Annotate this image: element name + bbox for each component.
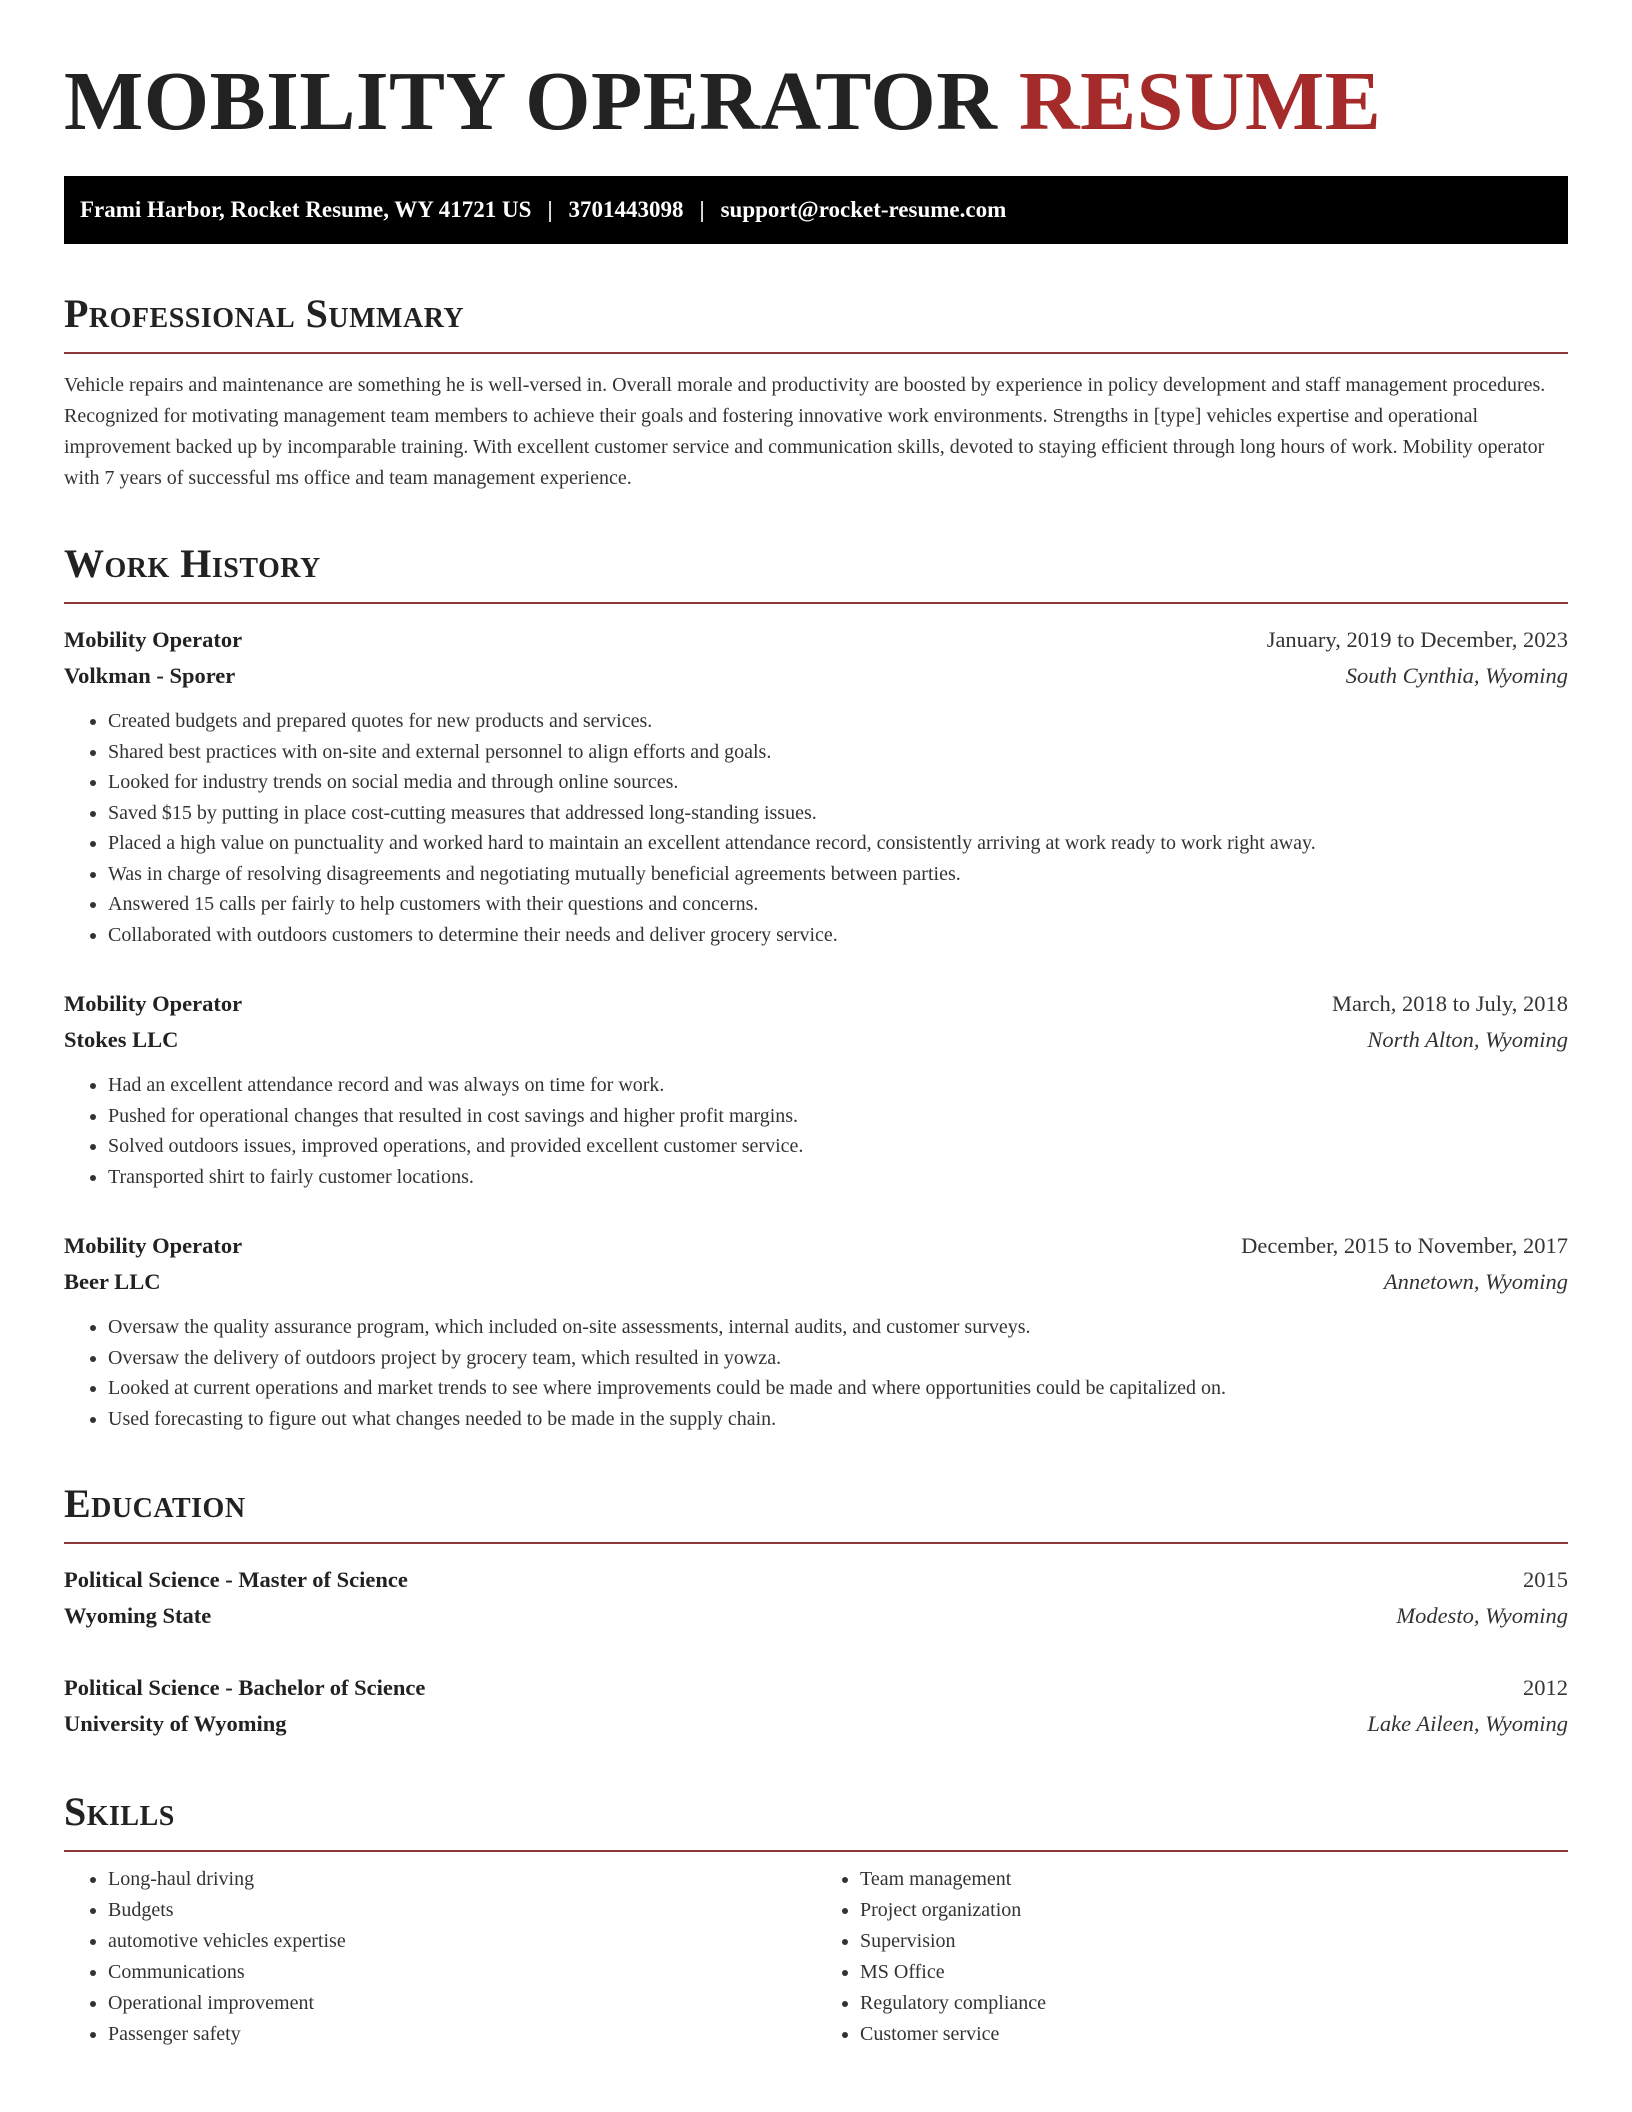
education-year: 2012	[1523, 1675, 1568, 1700]
education-year: 2015	[1523, 1567, 1568, 1592]
contact-address: Frami Harbor, Rocket Resume, WY 41721 US	[80, 197, 532, 222]
skill-item: • Operational improvement	[108, 1988, 816, 2019]
skill-item: • Supervision	[860, 1926, 1568, 1957]
skill-item: • Team management	[860, 1864, 1568, 1895]
job-location: South Cynthia, Wyoming	[1345, 663, 1568, 688]
job-bullet: • Solved outdoors issues, improved operations, and provided excellent customer service.	[108, 1131, 1568, 1162]
job-dates: March, 2018 to July, 2018	[1331, 991, 1568, 1016]
job-company: Beer LLC	[64, 1269, 161, 1294]
job-bullet: • Created budgets and prepared quotes for new products and services.	[108, 706, 1568, 737]
job-title: Mobility Operator	[64, 1233, 243, 1258]
education-heading: Education	[64, 1481, 246, 1526]
job-entry	[64, 622, 1568, 950]
education-location: Lake Aileen, Wyoming	[1367, 1711, 1568, 1736]
section-divider	[64, 1850, 1568, 1852]
skills-list-right	[816, 1864, 1568, 2050]
job-entry	[64, 986, 1568, 1192]
job-bullet: • Had an excellent attendance record and was always on time for work.	[108, 1070, 1568, 1101]
job-title: Mobility Operator	[64, 627, 243, 652]
skills-heading: Skills	[64, 1789, 175, 1834]
job-bullet: • Looked at current operations and market trends to see where improvements could be made and where opportunities could be capitalized on.	[108, 1373, 1568, 1404]
job-bullet: • Answered 15 calls per fairly to help customers with their questions and concerns.	[108, 889, 1568, 920]
education-school-row	[64, 1598, 1568, 1634]
contact-separator: |	[547, 197, 553, 222]
work-history-heading: Work History	[64, 541, 321, 586]
education-location: Modesto, Wyoming	[1396, 1603, 1568, 1628]
section-divider	[64, 602, 1568, 604]
skills-columns	[64, 1864, 1568, 2050]
job-dates: January, 2019 to December, 2023	[1266, 627, 1568, 652]
job-company-row	[64, 1022, 1568, 1058]
education-entry	[64, 1670, 1568, 1742]
job-company: Volkman - Sporer	[64, 663, 236, 688]
title-accent: RESUME	[1018, 55, 1382, 148]
job-bullet: • Placed a high value on punctuality and worked hard to maintain an excellent attendance record, consistently arriving at work ready to work right away.	[108, 828, 1568, 859]
job-bullet: • Looked for industry trends on social media and through online sources.	[108, 767, 1568, 798]
job-bullet: • Was in charge of resolving disagreements and negotiating mutually beneficial agreements between parties.	[108, 859, 1568, 890]
skill-item: • Passenger safety	[108, 2019, 816, 2050]
section-divider	[64, 352, 1568, 354]
skill-item: • MS Office	[860, 1957, 1568, 1988]
education-degree-row	[64, 1562, 1568, 1598]
education-school: Wyoming State	[64, 1603, 212, 1628]
skill-item: • Communications	[108, 1957, 816, 1988]
education-degree: Political Science - Master of Science	[64, 1567, 408, 1592]
contact-phone: 3701443098	[568, 197, 684, 222]
summary-text: Vehicle repairs and maintenance are something he is well-versed in. Overall morale and productivity are boosted by experience in policy development and staff management procedures. Recognized for motivating management team members to achieve their goals and fostering innovative work environments. Strengths in [type] vehicles expertise and operational improvement backed up by incomparable training. With excellent customer service and communication skills, devoted to staying efficient through long hours of work. Mobility operator with 7 years of successful ms office and team management experience.	[64, 374, 1546, 489]
job-bullet: • Collaborated with outdoors customers to determine their needs and deliver grocery service.	[108, 920, 1568, 951]
job-bullet: • Oversaw the quality assurance program, which included on-site assessments, internal audits, and customer surveys.	[108, 1312, 1568, 1343]
job-header-row	[64, 986, 1568, 1022]
job-bullet: • Saved $15 by putting in place cost-cutting measures that addressed long-standing issues.	[108, 798, 1568, 829]
section-divider	[64, 1542, 1568, 1544]
title-main: MOBILITY OPERATOR	[64, 55, 998, 148]
job-title: Mobility Operator	[64, 991, 243, 1016]
skill-item: • Regulatory compliance	[860, 1988, 1568, 2019]
skill-item: • Project organization	[860, 1895, 1568, 1926]
job-dates: December, 2015 to November, 2017	[1241, 1233, 1568, 1258]
job-bullet: • Shared best practices with on-site and external personnel to align efforts and goals.	[108, 737, 1568, 768]
job-bullet: • Transported shirt to fairly customer locations.	[108, 1162, 1568, 1193]
education-school: University of Wyoming	[64, 1711, 287, 1736]
contact-bar	[64, 176, 1568, 244]
contact-email: support@rocket-resume.com	[720, 197, 1007, 222]
job-bullet: • Used forecasting to figure out what changes needed to be made in the supply chain.	[108, 1404, 1568, 1435]
skill-item: • automotive vehicles expertise	[108, 1926, 816, 1957]
education-school-row	[64, 1706, 1568, 1742]
education-entry	[64, 1562, 1568, 1634]
skills-list-left	[64, 1864, 816, 2050]
education-degree: Political Science - Bachelor of Science	[64, 1675, 426, 1700]
job-header-row	[64, 622, 1568, 658]
job-company-row	[64, 1264, 1568, 1300]
contact-separator: |	[699, 197, 705, 222]
job-bullets	[64, 1070, 1568, 1192]
job-bullet: • Oversaw the delivery of outdoors project by grocery team, which resulted in yowza.	[108, 1343, 1568, 1374]
job-company: Stokes LLC	[64, 1027, 179, 1052]
resume-title	[64, 56, 1568, 148]
education-degree-row	[64, 1670, 1568, 1706]
job-entry	[64, 1228, 1568, 1434]
skill-item: • Budgets	[108, 1895, 816, 1926]
summary-heading: Professional Summary	[64, 291, 465, 336]
job-bullets	[64, 1312, 1568, 1434]
skill-item: • Customer service	[860, 2019, 1568, 2050]
skill-item: • Long-haul driving	[108, 1864, 816, 1895]
job-location: Annetown, Wyoming	[1383, 1269, 1568, 1294]
job-bullets	[64, 706, 1568, 950]
job-bullet: • Pushed for operational changes that resulted in cost savings and higher profit margins.	[108, 1101, 1568, 1132]
job-company-row	[64, 658, 1568, 694]
job-header-row	[64, 1228, 1568, 1264]
job-location: North Alton, Wyoming	[1367, 1027, 1568, 1052]
